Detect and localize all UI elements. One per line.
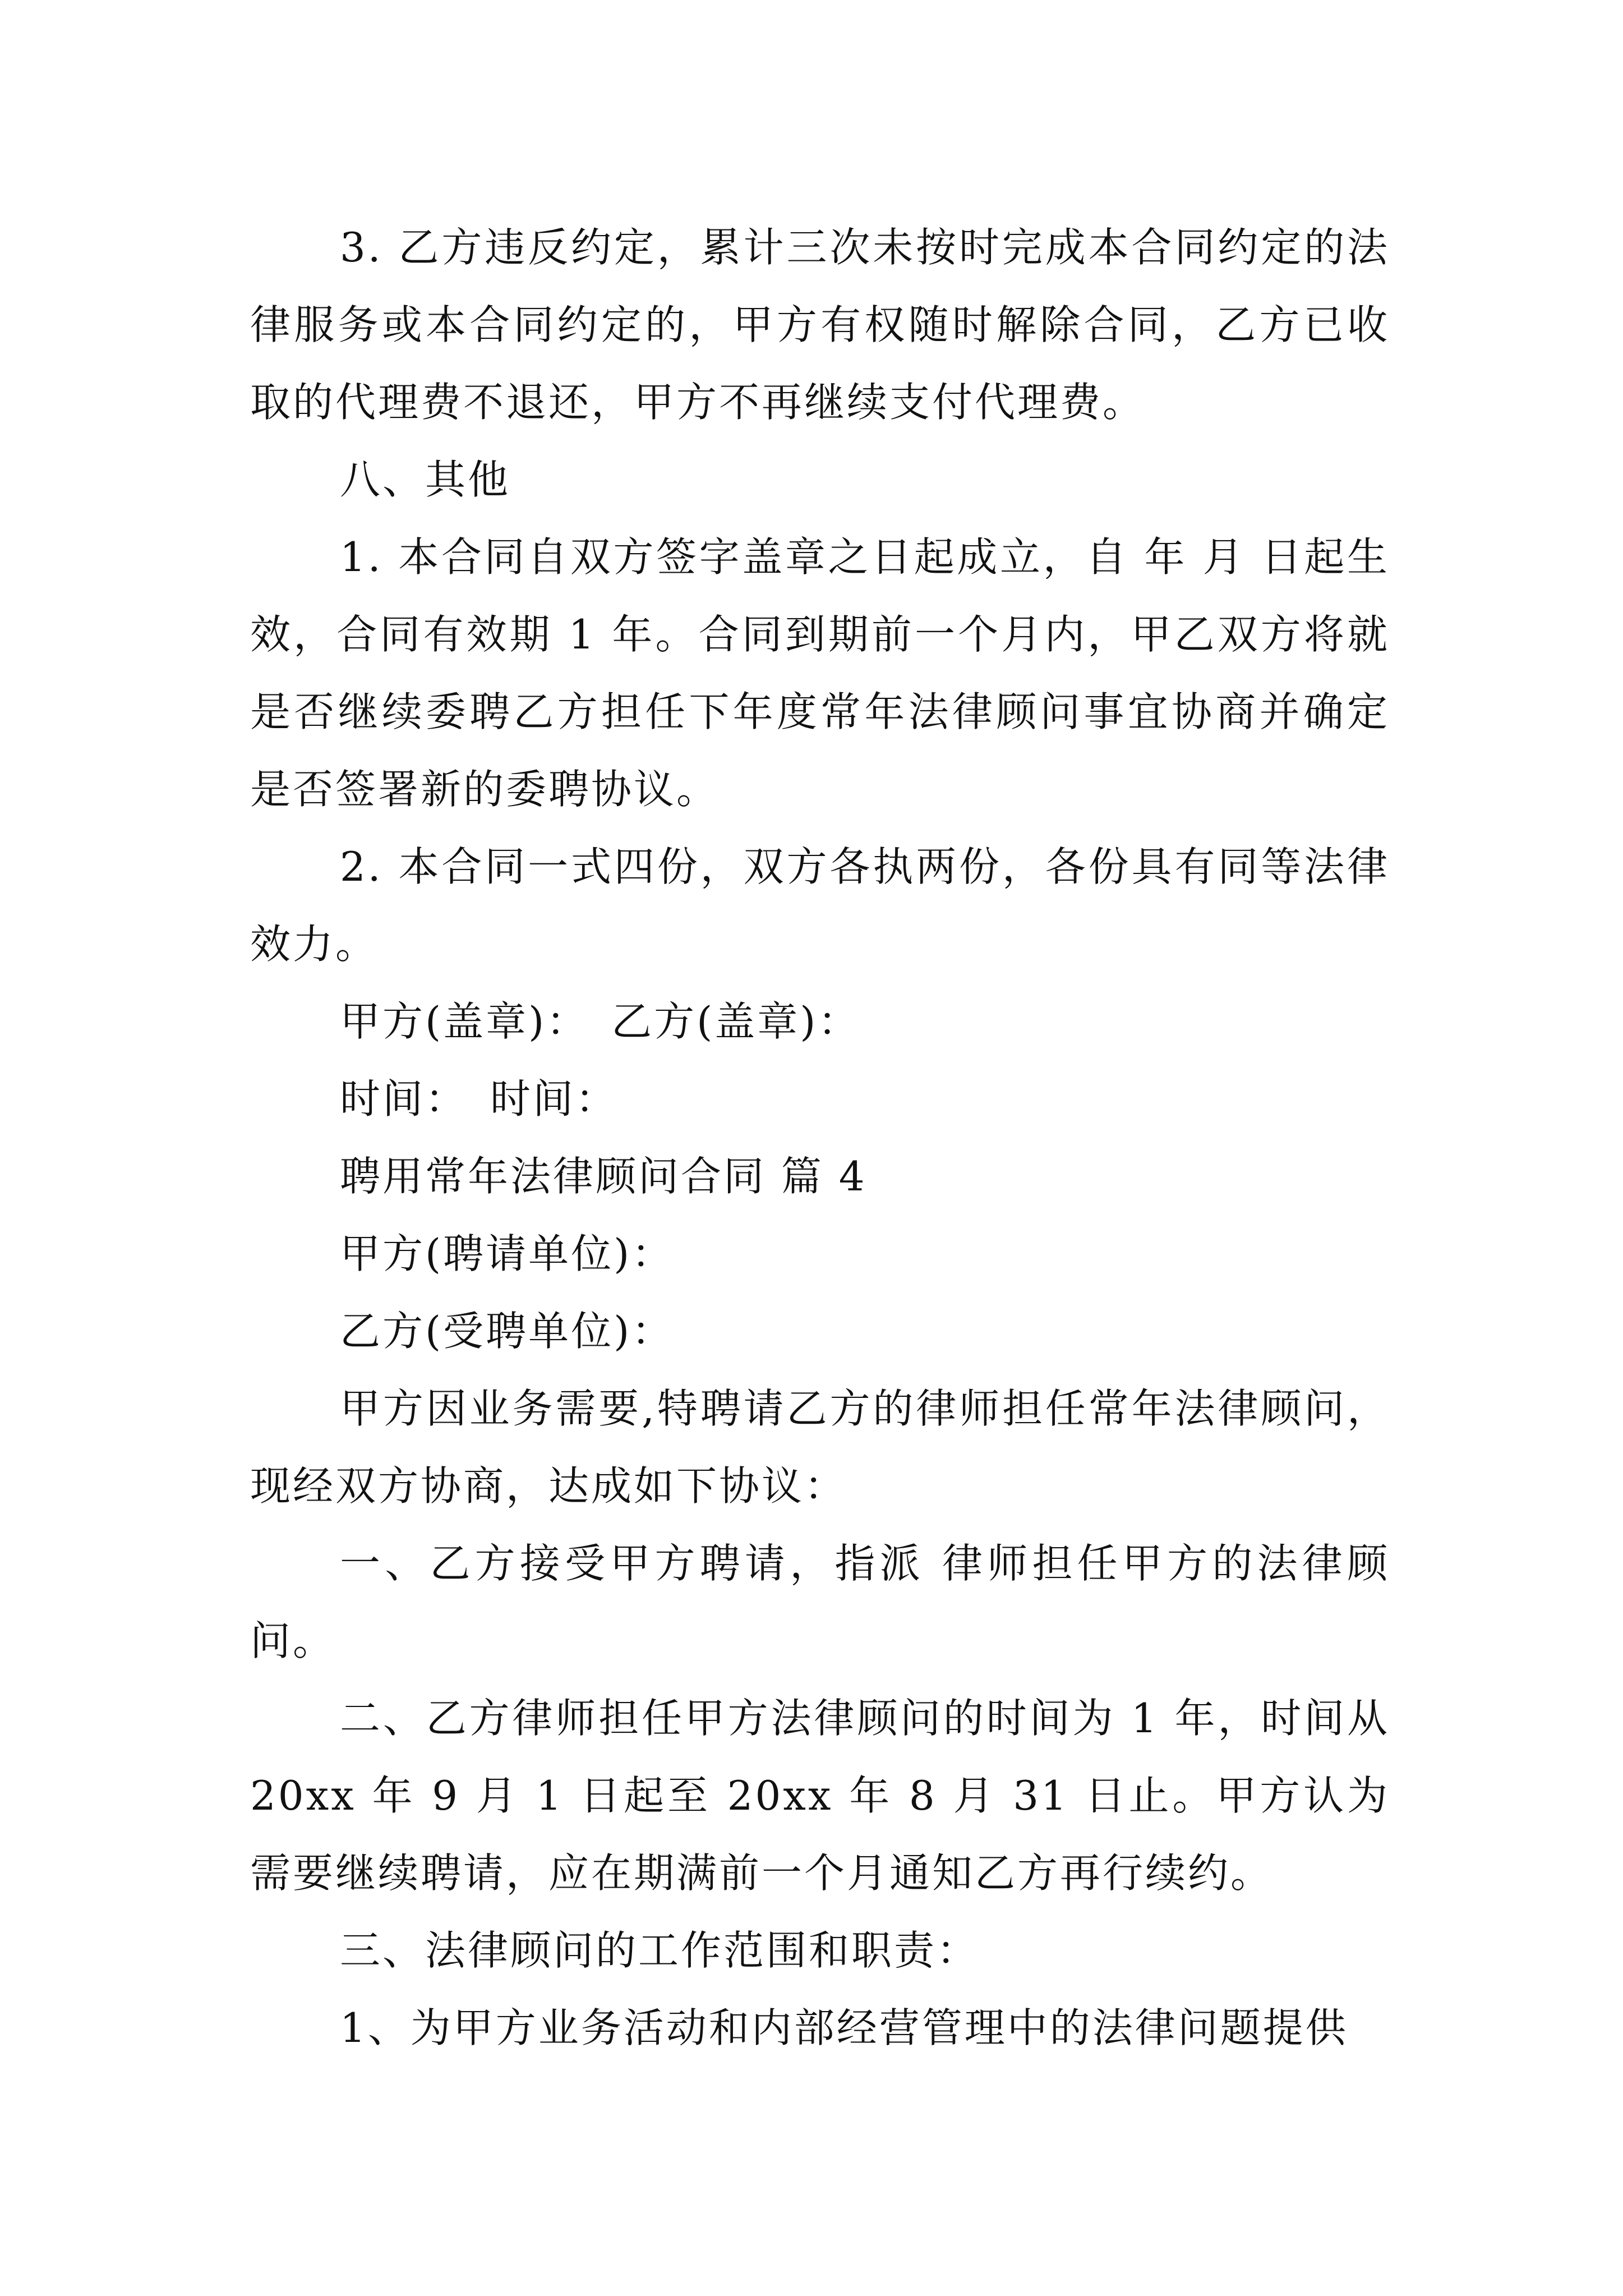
article-3-heading: 三、法律顾问的工作范围和职责： bbox=[340, 1927, 980, 1974]
clause-1-effective: 1. 本合同自双方签字盖章之日起成立，自 年 月 日起生效，合同有效期 1 年。合同到期前一个月内，甲乙双方将就是否继续委聘乙方担任下年度常年法律顾问事宜协商并确定是否签署新的委聘协议。 bbox=[250, 533, 1390, 813]
clause-3-termination: 3. 乙方违反约定，累计三次未按时完成本合同约定的法律服务或本合同约定的，甲方有权随时解除合同，乙方已收取的代理费不退还，甲方不再继续支付代理费。 bbox=[250, 224, 1390, 426]
article-1: 一、乙方接受甲方聘请，指派 律师担任甲方的法律顾问。 bbox=[250, 1540, 1390, 1664]
party-a-line: 甲方(聘请单位)： bbox=[340, 1230, 675, 1277]
signature-line: 甲方(盖章)： 乙方(盖章)： bbox=[340, 998, 861, 1045]
date-line: 时间： 时间： bbox=[340, 1075, 619, 1122]
clause-2-copies: 2. 本合同一式四份，双方各执两份，各份具有同等法律效力。 bbox=[250, 843, 1390, 968]
document-body bbox=[250, 209, 1390, 2067]
party-b-line: 乙方(受聘单位)： bbox=[340, 1308, 675, 1355]
section-8-heading: 八、其他 bbox=[340, 456, 511, 503]
contract-title: 聘用常年法律顾问合同 篇 4 bbox=[340, 1153, 867, 1200]
article-2: 二、乙方律师担任甲方法律顾问的时间为 1 年，时间从 20xx 年 9 月 1 日起至 20xx 年 8 月 31 日止。甲方认为需要继续聘请，应在期满前一个月通知乙方再行续约。 bbox=[250, 1695, 1390, 1897]
article-3-item-1: 1、为甲方业务活动和内部经营管理中的法律问题提供 bbox=[340, 2004, 1348, 2051]
preamble: 甲方因业务需要,特聘请乙方的律师担任常年法律顾问，现经双方协商，达成如下协议： bbox=[250, 1385, 1390, 1510]
